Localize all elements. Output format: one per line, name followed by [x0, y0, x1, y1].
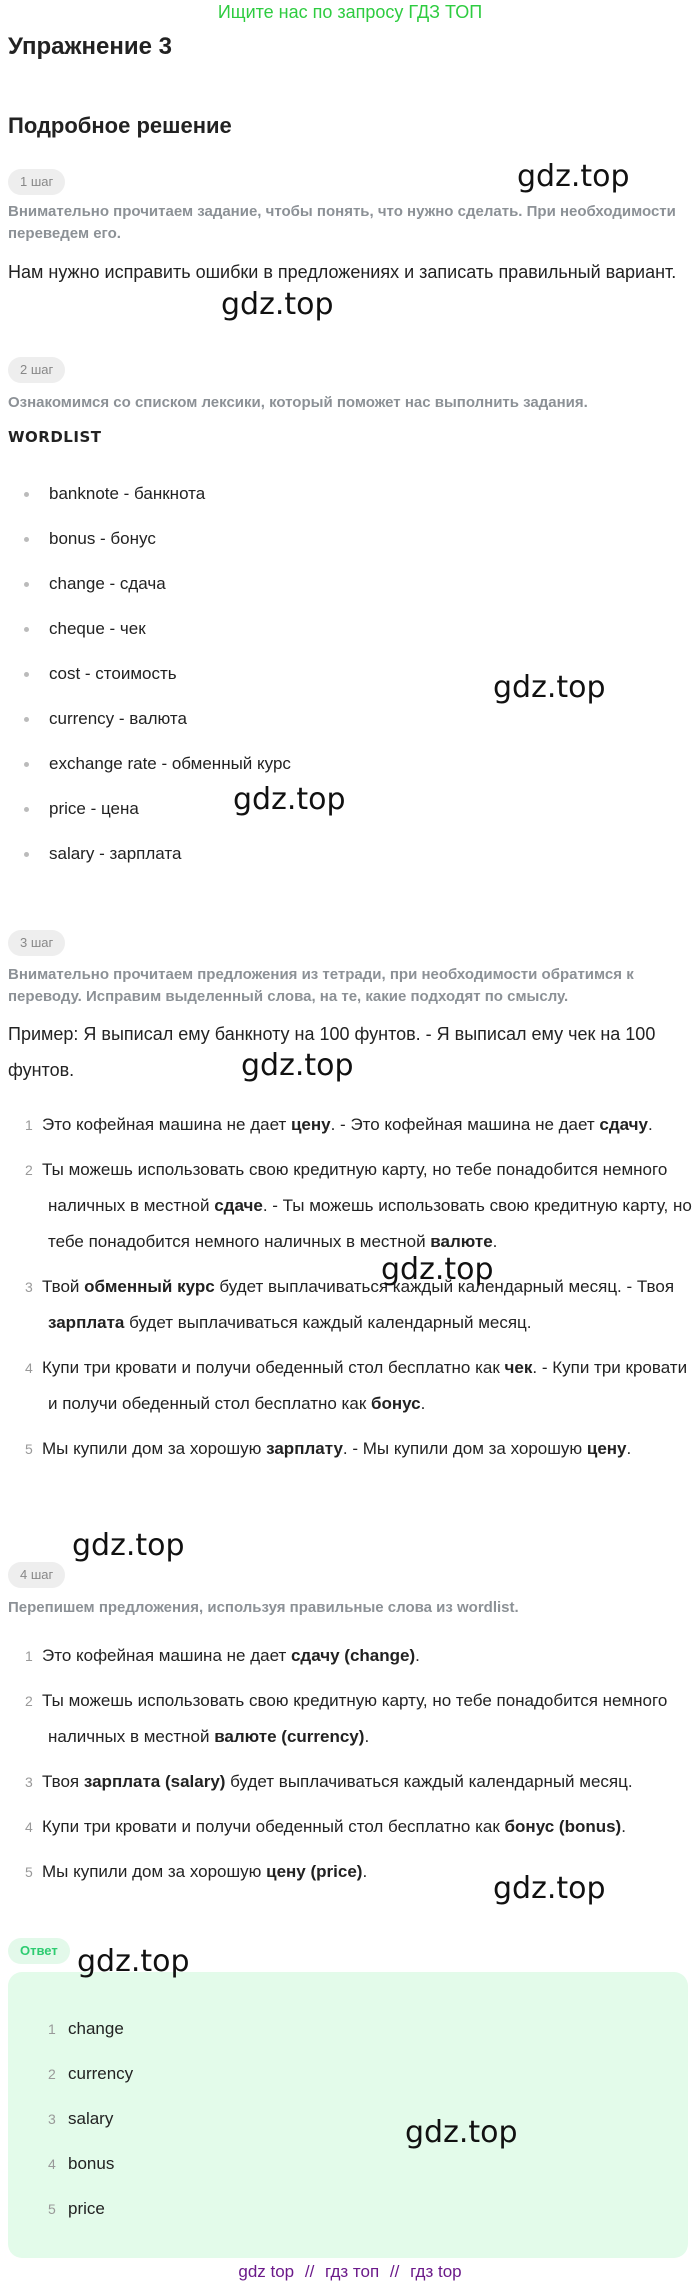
list-item: 5 Мы купили дом за хорошую цену (price). [8, 1854, 692, 1890]
list-item: 2 Ты можешь использовать свою кредитную карту, но тебе понадобится немного наличных в местной сдаче. - Ты можешь использовать свою кредитную карту, но тебе понадобится немного наличных в местной валюте. [8, 1152, 692, 1260]
watermark: gdz.top [493, 1871, 606, 1906]
list-item: cost - стоимость [22, 657, 291, 702]
footer-link[interactable]: гдз top [410, 2262, 462, 2281]
item-number: 2 [25, 1162, 33, 1178]
watermark: gdz.top [221, 287, 334, 322]
list-item: currency - валюта [22, 702, 291, 747]
list-item: 1 change [28, 2011, 133, 2056]
footer-link[interactable]: gdz top [238, 2262, 295, 2281]
item-number: 3 [48, 2111, 56, 2127]
item-number: 5 [25, 1864, 33, 1880]
list-item: 2 Ты можешь использовать свою кредитную карту, но тебе понадобится немного наличных в местной валюте (currency). [8, 1683, 692, 1755]
list-item: change - сдача [22, 567, 291, 612]
footer-separator: // [304, 2262, 315, 2281]
watermark: gdz.top [72, 1528, 185, 1563]
watermark: gdz.top [241, 1048, 354, 1083]
step-3-sentences [8, 1107, 692, 1467]
watermark: gdz.top [517, 159, 630, 194]
answer-list [28, 2011, 133, 2236]
list-item: price - цена [22, 792, 291, 837]
footer-separator: // [389, 2262, 400, 2281]
step-badge-2: 2 шаг [8, 357, 65, 383]
footer-link[interactable]: гдз топ [325, 2262, 380, 2281]
watermark: gdz.top [493, 670, 606, 705]
list-item: exchange rate - обменный курс [22, 747, 291, 792]
item-number: 5 [25, 1441, 33, 1457]
step-4-sentences [8, 1638, 692, 1890]
item-number: 3 [25, 1279, 33, 1295]
item-number: 1 [48, 2021, 56, 2037]
top-banner[interactable]: Ищите нас по запросу ГДЗ ТОП [217, 2, 483, 22]
list-item: 3 salary [28, 2101, 133, 2146]
answer-badge: Ответ [8, 1938, 70, 1964]
item-number: 5 [48, 2201, 56, 2217]
list-item: 4 Купи три кровати и получи обеденный стол бесплатно как бонус (bonus). [8, 1809, 692, 1845]
item-number: 1 [25, 1117, 33, 1133]
watermark: gdz.top [77, 1944, 190, 1979]
page-title: Упражнение 3 [8, 33, 172, 60]
step-1-hint: Внимательно прочитаем задание, чтобы понять, что нужно сделать. При необходимости переведем его. [8, 203, 676, 242]
list-item: cheque - чек [22, 612, 291, 657]
footer-links [0, 2262, 700, 2282]
step-badge-1: 1 шаг [8, 169, 65, 195]
item-number: 4 [48, 2156, 56, 2172]
watermark: gdz.top [233, 782, 346, 817]
item-number: 2 [25, 1693, 33, 1709]
list-item: 4 Купи три кровати и получи обеденный стол бесплатно как чек. - Купи три кровати и получи обеденный стол бесплатно как бонус. [8, 1350, 692, 1422]
list-item: 1 Это кофейная машина не дает сдачу (change). [8, 1638, 692, 1674]
item-number: 1 [25, 1648, 33, 1664]
item-number: 2 [48, 2066, 56, 2082]
step-4-hint: Перепишем предложения, используя правильные слова из wordlist. [8, 1599, 519, 1616]
list-item: 4 bonus [28, 2146, 133, 2191]
step-badge-4: 4 шаг [8, 1562, 65, 1588]
list-item: 3 Твой обменный курс будет выплачиваться каждый календарный месяц. - Твоя зарплата будет выплачиваться каждый календарный месяц. [8, 1269, 692, 1341]
step-1-text: Нам нужно исправить ошибки в предложениях и записать правильный вариант. [8, 262, 677, 282]
item-number: 4 [25, 1360, 33, 1376]
list-item: bonus - бонус [22, 522, 291, 567]
wordlist-heading: WORDLIST [8, 428, 102, 446]
list-item: 1 Это кофейная машина не дает цену. - Это кофейная машина не дает сдачу. [8, 1107, 692, 1143]
section-title: Подробное решение [8, 113, 232, 138]
step-3-example: Пример: Я выписал ему банкноту на 100 фунтов. - Я выписал ему чек на 100 фунтов. [8, 1024, 656, 1080]
watermark: gdz.top [405, 2115, 518, 2150]
list-item: 5 Мы купили дом за хорошую зарплату. - Мы купили дом за хорошую цену. [8, 1431, 692, 1467]
item-number: 3 [25, 1774, 33, 1790]
watermark: gdz.top [381, 1252, 494, 1287]
list-item: banknote - банкнота [22, 477, 291, 522]
item-number: 4 [25, 1819, 33, 1835]
list-item: 2 currency [28, 2056, 133, 2101]
step-badge-3: 3 шаг [8, 930, 65, 956]
step-2-hint: Ознакомимся со списком лексики, который поможет нас выполнить задания. [8, 394, 588, 411]
list-item: 5 price [28, 2191, 133, 2236]
step-3-hint: Внимательно прочитаем предложения из тетради, при необходимости обратимся к переводу. Исправим выделенный слова, на те, какие подходят по смыслу. [8, 966, 634, 1005]
wordlist [22, 477, 291, 882]
list-item: 3 Твоя зарплата (salary) будет выплачиваться каждый календарный месяц. [8, 1764, 692, 1800]
list-item: salary - зарплата [22, 837, 291, 882]
